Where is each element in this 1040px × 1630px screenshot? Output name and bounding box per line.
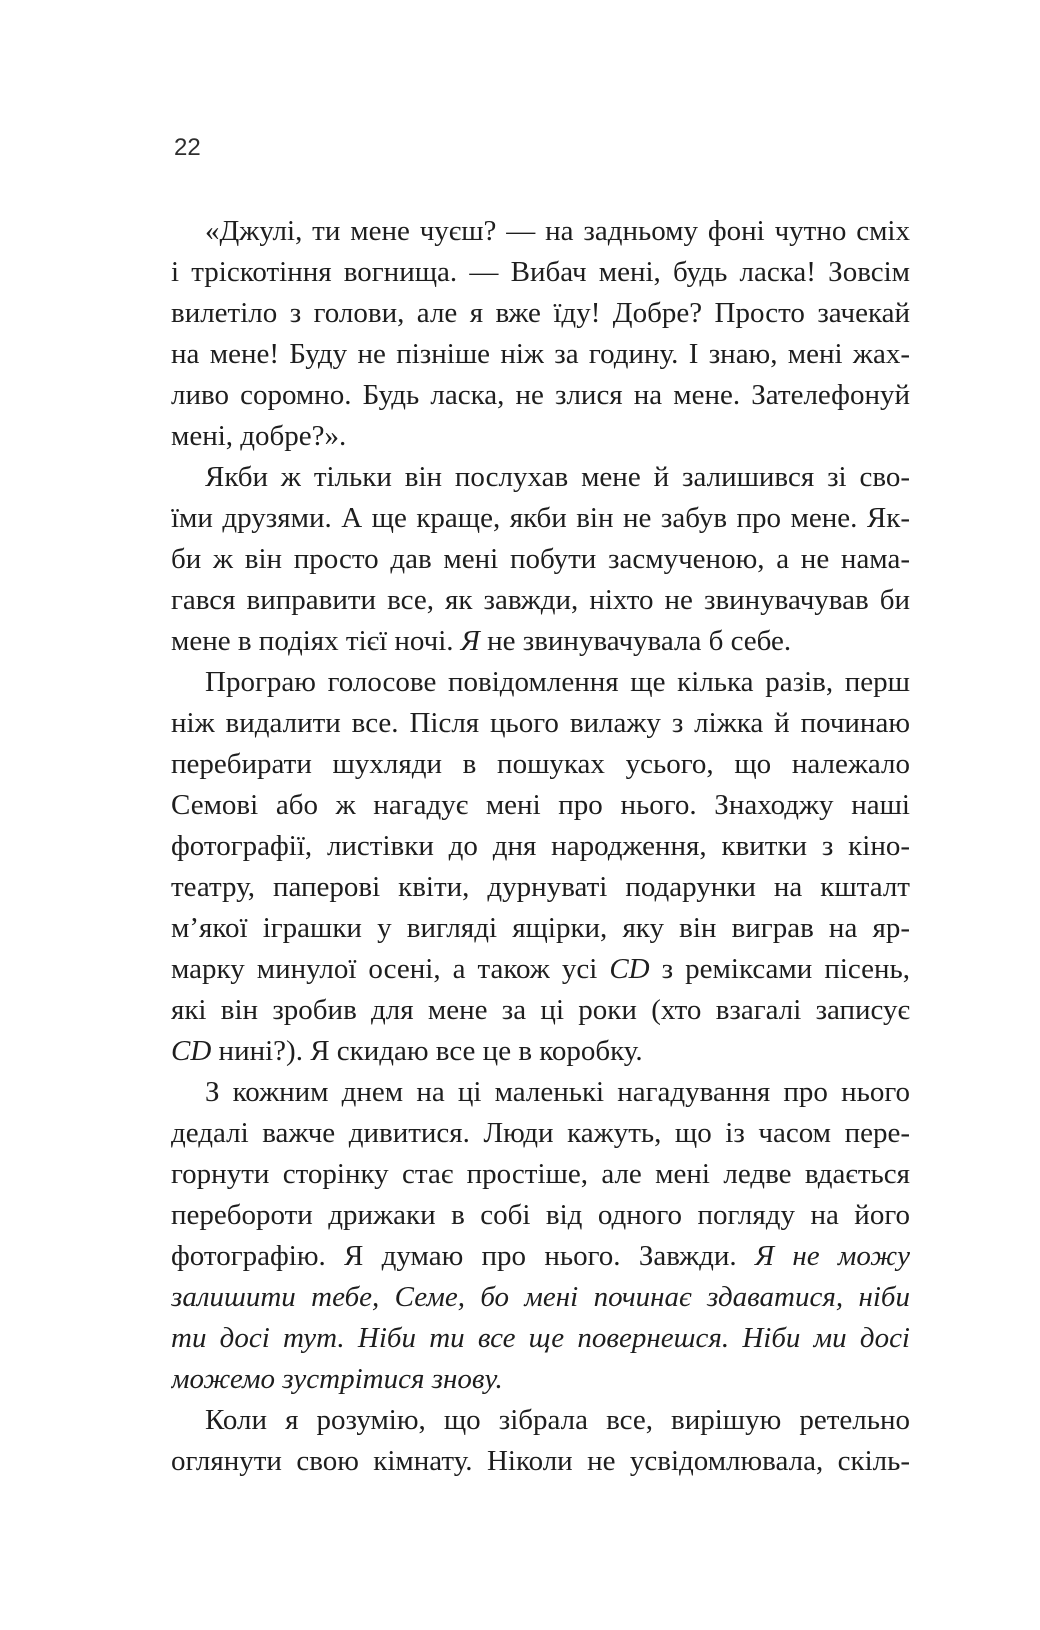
text-line <box>171 457 910 498</box>
body-text: ливо соромно. Будь ласка, не злися на мене. Зателефонуй <box>171 379 910 411</box>
body-text: вилетіло з голови, але я вже їду! Добре? Просто зачекай <box>171 297 910 329</box>
italic-text: CD <box>609 953 650 985</box>
body-text: фотографію. Я думаю про нього. Завжди. <box>171 1240 755 1272</box>
body-text: їми друзями. А ще краще, якби він не забув про мене. Як- <box>171 502 910 534</box>
italic-text: Я <box>460 625 480 657</box>
body-text: і тріскотіння вогнища. — Вибач мені, будь ласка! Зовсім <box>171 256 910 288</box>
body-text: оглянути свою кімнату. Ніколи не усвідомлювала, скіль- <box>171 1445 910 1477</box>
text-line <box>171 1154 910 1195</box>
text-line <box>171 539 910 580</box>
body-text: дедалі важче дивитися. Люди кажуть, що із часом пере- <box>171 1117 910 1149</box>
body-text: мене в подіях тієї ночі. <box>171 625 461 657</box>
text-line <box>171 1113 910 1154</box>
text-line <box>171 621 910 662</box>
page-number: 22 <box>174 134 201 161</box>
body-text: З кожним днем на ці маленькі нагадування про нього <box>205 1076 910 1108</box>
body-text: марку минулої осені, а також усі <box>171 953 610 985</box>
paragraph <box>171 457 910 662</box>
text-line <box>171 785 910 826</box>
text-line <box>171 1277 910 1318</box>
body-text: Семові або ж нагадує мені про нього. Знаходжу наші <box>171 789 910 821</box>
body-text: м’якої іграшки у вигляді ящірки, яку він виграв на яр- <box>171 912 910 944</box>
body-text: Коли я розумію, що зібрала все, вирішую ретельно <box>205 1404 910 1436</box>
text-line <box>171 416 910 457</box>
body-text: не звинувачувала б себе. <box>479 625 792 657</box>
italic-text: залишити тебе, Семе, бо мені починає здаватися, ніби <box>171 1281 910 1313</box>
text-line <box>171 1031 910 1072</box>
body-text: які він зробив для мене за ці роки (хто взагалі записує <box>171 994 910 1026</box>
body-text: Якби ж тільки він послухав мене й залишився зі сво- <box>205 461 910 493</box>
body-text: перебирати шухляди в пошуках усього, що належало <box>171 748 910 780</box>
body-text: «Джулі, ти мене чуєш? — на задньому фоні чутно сміх <box>205 215 910 247</box>
italic-text: CD <box>171 1035 212 1067</box>
text-block <box>171 211 910 1482</box>
paragraph <box>171 1072 910 1400</box>
italic-text: ти досі тут. Ніби ти все ще повернешся. Ніби ми досі <box>171 1322 910 1354</box>
paragraph <box>171 662 910 1072</box>
text-line <box>171 867 910 908</box>
text-line <box>171 826 910 867</box>
text-line <box>171 703 910 744</box>
body-text: фотографії, листівки до дня народження, квитки з кіно- <box>171 830 910 862</box>
body-text: з реміксами пісень, <box>649 953 910 985</box>
text-line <box>171 662 910 703</box>
text-line <box>171 293 910 334</box>
body-text: театру, паперові квіти, дурнуваті подарунки на кшталт <box>171 871 910 903</box>
text-line <box>171 1195 910 1236</box>
paragraph <box>171 211 910 457</box>
body-text: Програю голосове повідомлення ще кілька разів, перш <box>205 666 910 698</box>
text-line <box>171 375 910 416</box>
text-line <box>171 1441 910 1482</box>
text-line <box>171 908 910 949</box>
text-line <box>171 211 910 252</box>
body-text: мені, добре?». <box>171 420 347 452</box>
text-line <box>171 498 910 539</box>
body-text: гався виправити все, як завжди, ніхто не звинувачував би <box>171 584 910 616</box>
text-line <box>171 1318 910 1359</box>
italic-text: можемо зустрітися знову. <box>171 1363 503 1395</box>
body-text: горнути сторінку стає простіше, але мені ледве вдається <box>171 1158 910 1190</box>
paragraph <box>171 1400 910 1482</box>
body-text: перебороти дрижаки в собі від одного погляду на його <box>171 1199 910 1231</box>
text-line <box>171 1072 910 1113</box>
text-line <box>171 334 910 375</box>
text-line <box>171 744 910 785</box>
body-text: ніж видалити все. Після цього вилажу з ліжка й починаю <box>171 707 910 739</box>
text-line <box>171 949 910 990</box>
text-line <box>171 580 910 621</box>
text-line <box>171 1359 910 1400</box>
text-line <box>171 990 910 1031</box>
body-text: би ж він просто дав мені побути засмученою, а не нама- <box>171 543 910 575</box>
body-text: нині?). Я скидаю все це в коробку. <box>211 1035 643 1067</box>
text-line <box>171 252 910 293</box>
text-line <box>171 1236 910 1277</box>
italic-text: Я не можу <box>754 1240 910 1272</box>
body-text: на мене! Буду не пізніше ніж за годину. І знаю, мені жах- <box>171 338 910 370</box>
text-line <box>171 1400 910 1441</box>
